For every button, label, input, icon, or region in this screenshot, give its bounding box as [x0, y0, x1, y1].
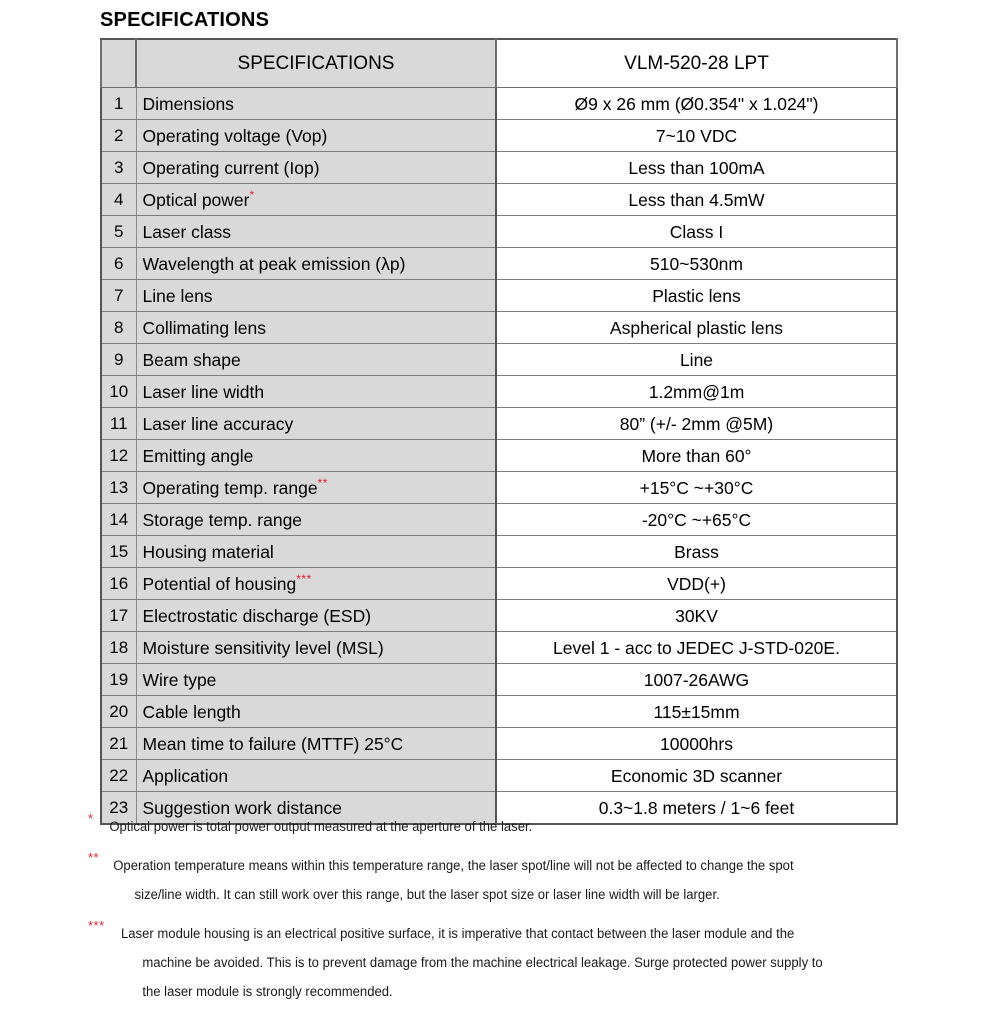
table-row	[101, 152, 897, 184]
row-label-text: Wire type	[142, 669, 217, 690]
table-row	[101, 248, 897, 280]
row-label-cell	[136, 216, 496, 248]
row-label-text: Operating temp. range	[142, 477, 318, 498]
row-value-cell: -20°C ~+65°C	[496, 504, 897, 536]
row-label-text: Operating current (Iop)	[142, 157, 320, 178]
row-index-cell: 3	[101, 152, 136, 184]
footnote	[88, 919, 928, 1006]
row-index-cell: 20	[101, 696, 136, 728]
header-index-cell	[101, 39, 136, 88]
row-label-text: Laser class	[142, 221, 232, 242]
footnotes	[88, 812, 928, 1016]
row-index-cell: 18	[101, 632, 136, 664]
row-label-text: Collimating lens	[142, 317, 267, 338]
table-row	[101, 344, 897, 376]
table-row	[101, 504, 897, 536]
row-label-text: Mean time to failure (MTTF) 25°C	[142, 733, 404, 754]
row-label-cell	[136, 280, 496, 312]
table-row	[101, 472, 897, 504]
row-value-cell: Class I	[496, 216, 897, 248]
table-row	[101, 632, 897, 664]
row-index-cell: 17	[101, 600, 136, 632]
table-row	[101, 408, 897, 440]
row-index-cell: 11	[101, 408, 136, 440]
row-value-cell: 1.2mm@1m	[496, 376, 897, 408]
row-label-text: Cable length	[142, 701, 241, 722]
row-value-cell: Level 1 - acc to JEDEC J-STD-020E.	[496, 632, 897, 664]
row-value-cell: 80” (+/- 2mm @5M)	[496, 408, 897, 440]
row-value-cell: Plastic lens	[496, 280, 897, 312]
table-row	[101, 728, 897, 760]
row-label-cell	[136, 344, 496, 376]
row-label-text: Moisture sensitivity level (MSL)	[142, 637, 384, 658]
table-row	[101, 696, 897, 728]
footnote-line: machine be avoided. This is to prevent damage from the machine electrical leakage. Surge protected power supply to	[142, 955, 823, 970]
footnote	[88, 851, 928, 909]
row-value-cell: Brass	[496, 536, 897, 568]
table-row	[101, 536, 897, 568]
footnote-marker: **	[88, 850, 100, 865]
row-value-cell: Less than 100mA	[496, 152, 897, 184]
row-index-cell: 7	[101, 280, 136, 312]
specifications-table-body	[101, 39, 897, 824]
row-value-cell: 0.3~1.8 meters / 1~6 feet	[496, 792, 897, 825]
row-index-cell: 9	[101, 344, 136, 376]
row-value-cell: 1007-26AWG	[496, 664, 897, 696]
row-value-cell: Economic 3D scanner	[496, 760, 897, 792]
footnote-marker: **	[317, 475, 328, 490]
row-index-cell: 10	[101, 376, 136, 408]
table-row	[101, 88, 897, 120]
row-label-text: Wavelength at peak emission (λp)	[142, 253, 406, 274]
row-label-text: Operating voltage (Vop)	[142, 125, 328, 146]
row-index-cell: 6	[101, 248, 136, 280]
row-label-text: Laser line width	[142, 381, 265, 402]
row-value-cell: 10000hrs	[496, 728, 897, 760]
row-label-text: Suggestion work distance	[142, 797, 342, 818]
footnote-line: Laser module housing is an electrical positive surface, it is imperative that contact between the laser module and the	[120, 926, 795, 941]
table-row	[101, 664, 897, 696]
row-label-text: Laser line accuracy	[142, 413, 294, 434]
row-label-cell	[136, 728, 496, 760]
row-index-cell: 8	[101, 312, 136, 344]
row-value-cell: +15°C ~+30°C	[496, 472, 897, 504]
header-value-cell: VLM-520-28 LPT	[496, 39, 897, 88]
row-value-cell: Aspherical plastic lens	[496, 312, 897, 344]
row-value-cell: VDD(+)	[496, 568, 897, 600]
row-label-cell	[136, 760, 496, 792]
footnote-line: Optical power is total power output measured at the aperture of the laser.	[109, 819, 533, 834]
table-row	[101, 312, 897, 344]
row-label-text: Dimensions	[142, 93, 234, 114]
footnote-marker: *	[88, 811, 94, 826]
row-index-cell: 19	[101, 664, 136, 696]
table-row	[101, 280, 897, 312]
row-label-cell	[136, 600, 496, 632]
row-index-cell: 12	[101, 440, 136, 472]
row-label-cell	[136, 440, 496, 472]
row-label-cell	[136, 568, 496, 600]
footnote-body	[88, 851, 903, 909]
footnote-marker: ***	[88, 918, 105, 933]
row-label-cell	[136, 472, 496, 504]
row-index-cell: 4	[101, 184, 136, 216]
row-label-text: Electrostatic discharge (ESD)	[142, 605, 372, 626]
row-label-cell	[136, 248, 496, 280]
footnote-line: size/line width. It can still work over this range, but the laser spot size or laser line width will be larger.	[134, 887, 720, 902]
row-label-cell	[136, 312, 496, 344]
row-label-cell	[136, 152, 496, 184]
row-value-cell: 30KV	[496, 600, 897, 632]
footnote-line: Operation temperature means within this temperature range, the laser spot/line will not be affected to change the spot	[113, 858, 794, 873]
row-label-cell	[136, 632, 496, 664]
footnote-line: the laser module is strongly recommended.	[142, 984, 393, 999]
row-label-cell	[136, 88, 496, 120]
row-value-cell: Line	[496, 344, 897, 376]
row-label-text: Storage temp. range	[142, 509, 303, 530]
row-value-cell: 115±15mm	[496, 696, 897, 728]
table-row	[101, 600, 897, 632]
row-label-cell	[136, 184, 496, 216]
row-index-cell: 21	[101, 728, 136, 760]
table-row	[101, 440, 897, 472]
row-label-text: Potential of housing	[142, 573, 297, 594]
row-label-text: Optical power	[142, 189, 250, 210]
row-index-cell: 15	[101, 536, 136, 568]
row-label-text: Application	[142, 765, 229, 786]
page-title: SPECIFICATIONS	[100, 9, 270, 31]
row-index-cell: 23	[101, 792, 136, 825]
table-header-row	[101, 39, 897, 88]
row-value-cell: Ø9 x 26 mm (Ø0.354" x 1.024")	[496, 88, 897, 120]
row-label-cell	[136, 536, 496, 568]
footnote-marker: ***	[296, 571, 312, 586]
footnote	[88, 812, 928, 841]
row-index-cell: 13	[101, 472, 136, 504]
row-value-cell: 7~10 VDC	[496, 120, 897, 152]
row-label-text: Beam shape	[142, 349, 241, 370]
table-row	[101, 120, 897, 152]
footnote-marker: *	[249, 187, 255, 202]
row-label-cell	[136, 376, 496, 408]
row-label-cell	[136, 408, 496, 440]
table-row	[101, 216, 897, 248]
row-label-cell	[136, 664, 496, 696]
row-label-text: Emitting angle	[142, 445, 254, 466]
table-row	[101, 568, 897, 600]
table-row	[101, 184, 897, 216]
specifications-table	[100, 38, 898, 825]
row-index-cell: 1	[101, 88, 136, 120]
row-index-cell: 16	[101, 568, 136, 600]
footnote-body	[88, 812, 903, 841]
row-label-cell	[136, 120, 496, 152]
header-spec-cell: SPECIFICATIONS	[136, 39, 496, 88]
row-index-cell: 14	[101, 504, 136, 536]
row-value-cell: 510~530nm	[496, 248, 897, 280]
row-value-cell: More than 60°	[496, 440, 897, 472]
row-label-text: Line lens	[142, 285, 213, 306]
row-label-cell	[136, 696, 496, 728]
row-index-cell: 22	[101, 760, 136, 792]
row-label-text: Housing material	[142, 541, 274, 562]
row-index-cell: 5	[101, 216, 136, 248]
table-row	[101, 376, 897, 408]
table-row	[101, 760, 897, 792]
footnote-body	[88, 919, 903, 1006]
row-index-cell: 2	[101, 120, 136, 152]
row-value-cell: Less than 4.5mW	[496, 184, 897, 216]
row-label-cell	[136, 504, 496, 536]
